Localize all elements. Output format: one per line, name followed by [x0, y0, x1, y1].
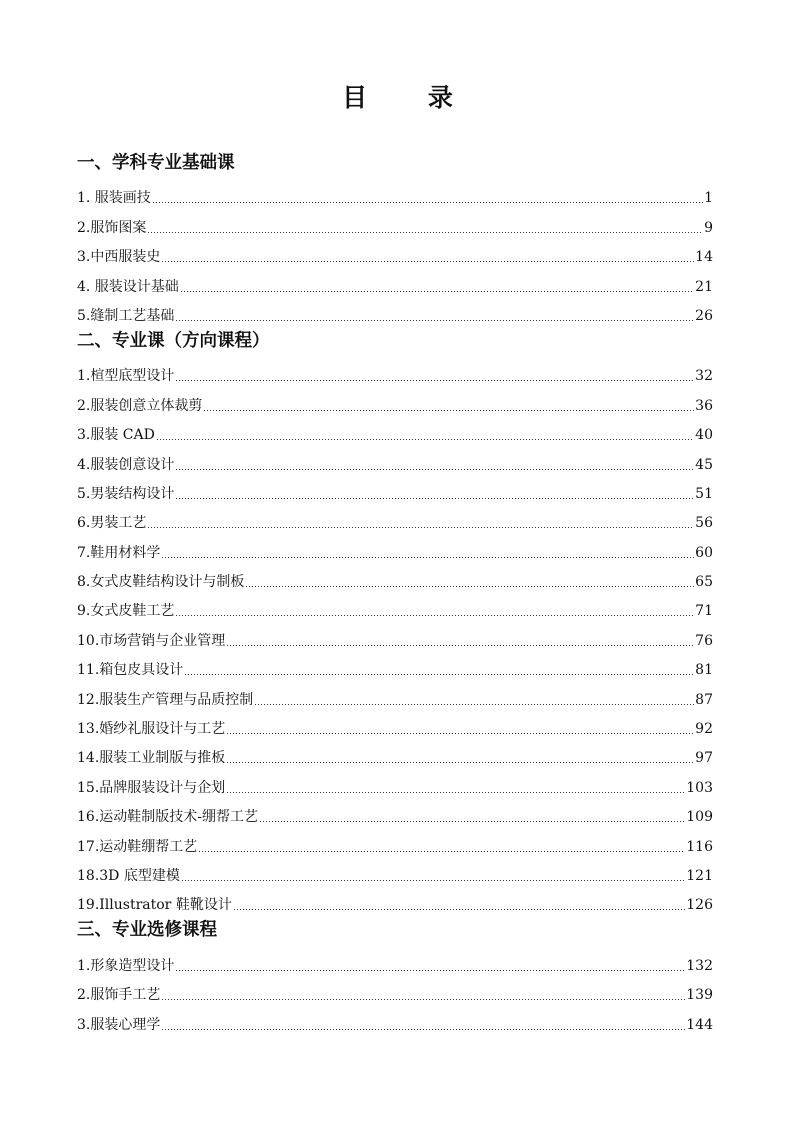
toc-entry[interactable] — [77, 976, 713, 1005]
dot-leader — [175, 457, 694, 471]
toc-entry[interactable] — [77, 504, 713, 533]
dot-leader — [147, 220, 703, 234]
table-of-contents — [77, 148, 713, 1035]
dot-leader — [226, 750, 694, 764]
toc-entry-label: 1.形象造型设计 — [77, 957, 175, 974]
toc-entry[interactable] — [77, 827, 713, 856]
toc-entry[interactable] — [77, 798, 713, 827]
toc-entry[interactable] — [77, 475, 713, 504]
toc-entry[interactable] — [77, 297, 713, 326]
dot-leader — [226, 780, 685, 794]
toc-entry[interactable] — [77, 946, 713, 975]
toc-section-heading: 二、专业课（方向课程） — [77, 330, 270, 351]
toc-entry-label: 5.缝制工艺基础 — [77, 307, 175, 324]
dot-leader — [156, 427, 694, 441]
dot-leader — [161, 1017, 685, 1031]
toc-entry-page-number: 65 — [695, 574, 713, 591]
toc-entry-page-number: 40 — [695, 427, 713, 444]
dot-leader — [226, 633, 694, 647]
toc-entry-label: 2.服饰手工艺 — [77, 987, 161, 1004]
dot-leader — [180, 279, 694, 293]
toc-entry-page-number: 92 — [695, 721, 713, 738]
toc-entry-page-number: 56 — [695, 515, 713, 532]
toc-entry-label: 11.箱包皮具设计 — [77, 662, 184, 679]
toc-entry-page-number: 26 — [695, 307, 713, 324]
dot-leader — [161, 545, 694, 559]
toc-entry[interactable] — [77, 208, 713, 237]
toc-entry[interactable] — [77, 386, 713, 415]
dot-leader — [181, 868, 685, 882]
toc-entry-label: 9.女式皮鞋工艺 — [77, 603, 175, 620]
dot-leader — [203, 398, 694, 412]
toc-entry-page-number: 14 — [695, 249, 713, 266]
toc-entry-label: 4.服装创意设计 — [77, 456, 175, 473]
toc-entry-page-number: 76 — [695, 632, 713, 649]
toc-entry-page-number: 139 — [686, 987, 713, 1004]
dot-leader — [245, 574, 694, 588]
toc-entry-label: 13.婚纱礼服设计与工艺 — [77, 721, 226, 738]
toc-entry-label: 5.男装结构设计 — [77, 485, 175, 502]
toc-entry-page-number: 36 — [695, 397, 713, 414]
toc-entry-page-number: 109 — [686, 809, 713, 826]
dot-leader — [175, 958, 685, 972]
toc-entry-label: 7.鞋用材料学 — [77, 544, 161, 561]
toc-entry[interactable] — [77, 592, 713, 621]
toc-entry-label: 1. 服装画技 — [77, 190, 151, 207]
toc-entry-label: 6.男装工艺 — [77, 515, 147, 532]
dot-leader — [198, 839, 685, 853]
dot-leader — [259, 809, 685, 823]
toc-entry-page-number: 87 — [695, 691, 713, 708]
dot-leader — [147, 515, 694, 529]
dot-leader — [175, 308, 694, 322]
toc-entry[interactable] — [77, 768, 713, 797]
toc-entry-label: 15.品牌服装设计与企划 — [77, 779, 226, 796]
toc-entry[interactable] — [77, 238, 713, 267]
toc-entry-page-number: 32 — [695, 368, 713, 385]
toc-entry-page-number: 121 — [686, 867, 713, 884]
toc-entry-label: 3.中西服装史 — [77, 249, 161, 266]
toc-entry[interactable] — [77, 651, 713, 680]
toc-entry-page-number: 45 — [695, 456, 713, 473]
toc-entry[interactable] — [77, 179, 713, 208]
toc-entry-page-number: 144 — [686, 1016, 713, 1033]
dot-leader — [161, 249, 694, 263]
dot-leader — [254, 692, 694, 706]
dot-leader — [175, 368, 694, 382]
toc-entry-page-number: 132 — [686, 957, 713, 974]
toc-entry[interactable] — [77, 1005, 713, 1034]
toc-entry[interactable] — [77, 267, 713, 296]
toc-entry-page-number: 51 — [695, 485, 713, 502]
toc-entry-label: 3.服装心理学 — [77, 1016, 161, 1033]
dot-leader — [152, 190, 703, 204]
dot-leader — [161, 987, 685, 1001]
dot-leader — [226, 721, 694, 735]
toc-entry[interactable] — [77, 416, 713, 445]
toc-entry[interactable] — [77, 857, 713, 886]
toc-entry[interactable] — [77, 886, 713, 915]
toc-entry-page-number: 97 — [695, 750, 713, 767]
toc-entry-label: 3.服装 CAD — [77, 427, 155, 444]
toc-entry-page-number: 1 — [704, 190, 713, 207]
toc-entry-label: 4. 服装设计基础 — [77, 278, 179, 295]
toc-entry-label: 14.服装工业制版与推板 — [77, 750, 226, 767]
toc-entry[interactable] — [77, 563, 713, 592]
toc-entry-label: 8.女式皮鞋结构设计与制板 — [77, 574, 245, 591]
page-title: 目 录 — [342, 83, 479, 112]
dot-leader — [184, 662, 694, 676]
toc-entry-page-number: 81 — [695, 662, 713, 679]
toc-entry-label: 19.Illustrator 鞋靴设计 — [77, 897, 232, 914]
toc-entry-label: 10.市场营销与企业管理 — [77, 632, 226, 649]
dot-leader — [175, 486, 694, 500]
toc-entry-label: 12.服装生产管理与品质控制 — [77, 691, 254, 708]
toc-section-heading: 三、专业选修课程 — [77, 920, 217, 941]
toc-entry[interactable] — [77, 621, 713, 650]
toc-entry[interactable] — [77, 739, 713, 768]
toc-entry-label: 18.3D 底型建模 — [77, 867, 180, 884]
toc-entry[interactable] — [77, 533, 713, 562]
dot-leader — [175, 603, 694, 617]
toc-entry-label: 17.运动鞋绷帮工艺 — [77, 838, 198, 855]
toc-section-heading: 一、学科专业基础课 — [77, 153, 235, 173]
toc-entry-label: 2.服装创意立体裁剪 — [77, 397, 203, 414]
dot-leader — [233, 897, 685, 911]
toc-entry-page-number: 9 — [704, 219, 713, 236]
toc-entry-label: 2.服饰图案 — [77, 219, 147, 236]
toc-entry-label: 1.楦型底型设计 — [77, 368, 175, 385]
toc-entry[interactable] — [77, 445, 713, 474]
toc-entry-page-number: 116 — [686, 838, 713, 855]
toc-entry[interactable] — [77, 357, 713, 386]
toc-entry-label: 16.运动鞋制版技术-绷帮工艺 — [77, 809, 258, 826]
toc-entry-page-number: 60 — [695, 544, 713, 561]
toc-entry-page-number: 103 — [686, 779, 713, 796]
toc-entry-page-number: 71 — [695, 603, 713, 620]
toc-entry[interactable] — [77, 680, 713, 709]
toc-entry[interactable] — [77, 710, 713, 739]
toc-entry-page-number: 126 — [686, 897, 713, 914]
toc-entry-page-number: 21 — [695, 278, 713, 295]
